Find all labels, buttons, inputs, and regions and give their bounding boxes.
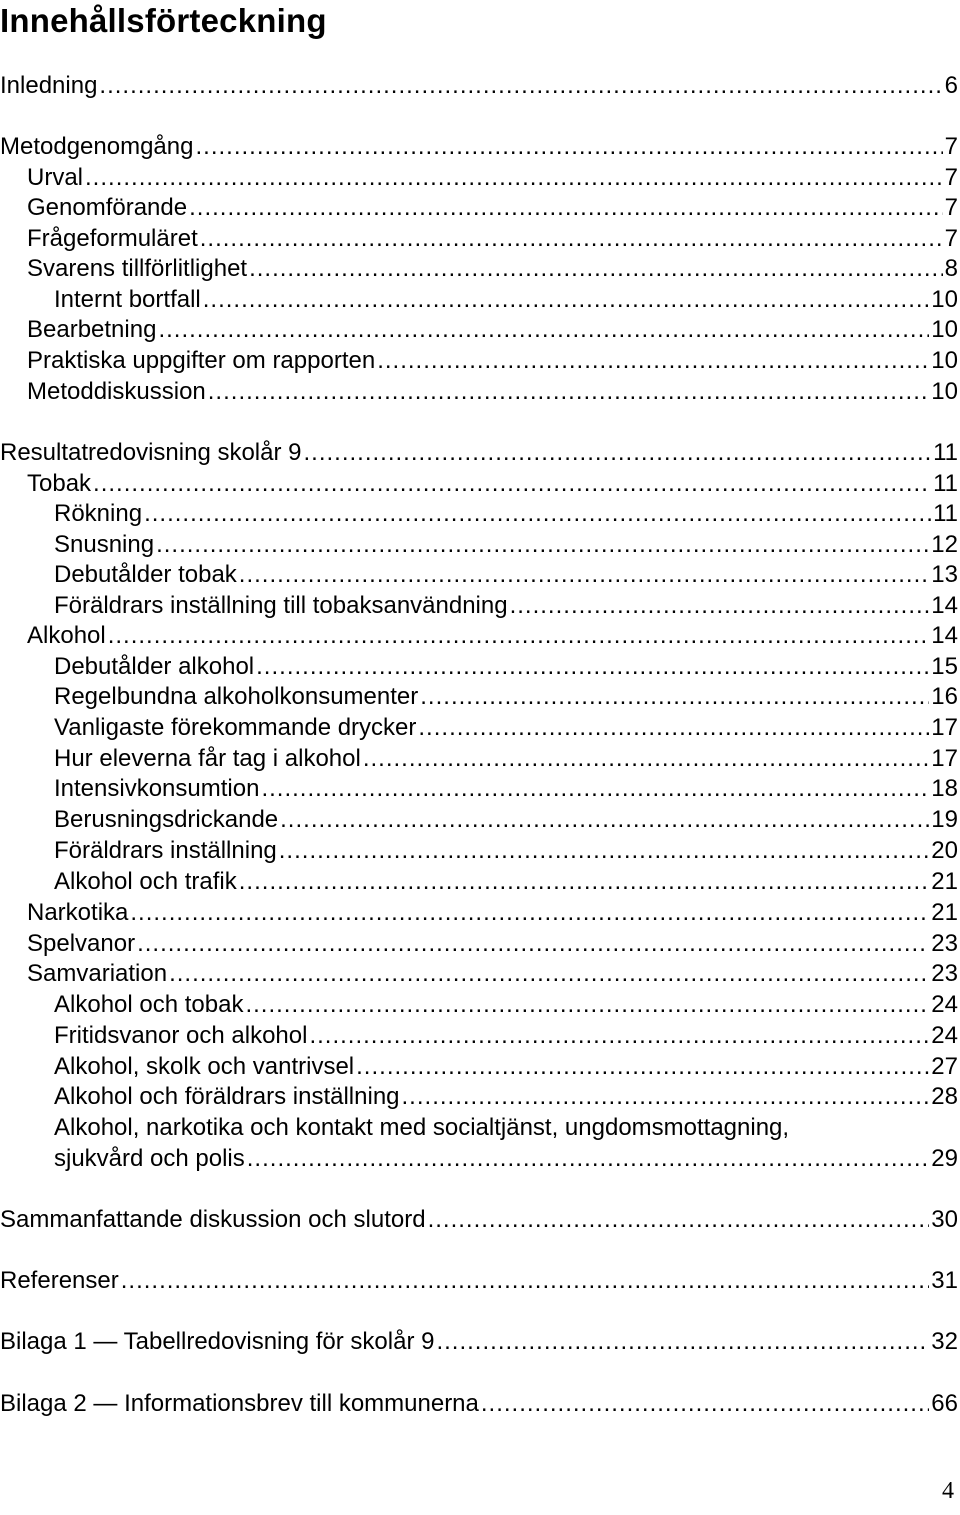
toc-entry-page: 6 (944, 72, 958, 99)
toc-entry-page: 17 (931, 714, 958, 741)
dot-leader (200, 223, 943, 254)
toc-entry-label: Bilaga 2 — Informationsbrev till kommunerna (0, 1390, 479, 1417)
toc-entry-page: 32 (931, 1328, 958, 1355)
toc-entry-label: Spelvanor (27, 930, 136, 957)
toc-entry-label: Berusningsdrickande (54, 806, 279, 833)
toc-entry-page: 10 (931, 316, 958, 343)
toc-entry-page: 30 (931, 1206, 958, 1233)
toc-entry[interactable] (0, 468, 958, 499)
toc-entry-label: Fritidsvanor och alkohol (54, 1022, 308, 1049)
dot-leader (85, 162, 943, 193)
toc-entry-page: 11 (933, 439, 958, 466)
toc-entry[interactable] (0, 712, 958, 743)
dot-leader (261, 773, 929, 804)
toc-entry-label: sjukvård och polis (54, 1145, 245, 1172)
toc-entry-label: Tobak (27, 470, 92, 497)
dot-leader (256, 651, 929, 682)
page-title: Innehållsförteckning (0, 2, 327, 39)
toc-entry-page: 24 (931, 991, 958, 1018)
toc-entry-page: 21 (931, 899, 958, 926)
toc-entry-label: Frågeformuläret (27, 225, 198, 252)
toc-entry-label: Alkohol (27, 622, 106, 649)
dot-leader (436, 1326, 929, 1357)
dot-leader (363, 743, 929, 774)
toc-entry-label: Debutålder alkohol (54, 653, 255, 680)
toc-entry-label: Debutålder tobak (54, 561, 237, 588)
toc-entry-page: 12 (931, 531, 958, 558)
dot-leader (481, 1388, 929, 1419)
dot-leader (144, 498, 931, 529)
toc-entry-label: Metodgenomgång (0, 133, 194, 160)
toc-entry-label: Narkotika (27, 899, 129, 926)
toc-entry-page: 19 (931, 806, 958, 833)
dot-leader (158, 314, 929, 345)
toc-entry[interactable] (0, 131, 958, 162)
dot-leader (280, 804, 929, 835)
toc-entry-label: Rökning (54, 500, 143, 527)
toc-entry-page: 23 (931, 960, 958, 987)
toc-entry[interactable] (0, 743, 958, 774)
toc-entry-page: 28 (931, 1083, 958, 1110)
toc-entry-label: Metoddiskussion (27, 378, 206, 405)
toc-entry-label: Alkohol och tobak (54, 991, 244, 1018)
toc-entry[interactable] (0, 437, 958, 468)
toc-entry[interactable] (0, 897, 958, 928)
toc-entry-label: Intensivkonsumtion (54, 775, 260, 802)
toc-entry-label: Alkohol, skolk och vantrivsel (54, 1053, 355, 1080)
toc-entry[interactable] (0, 1112, 958, 1174)
dot-leader (93, 468, 931, 499)
toc-entry[interactable] (0, 804, 958, 835)
toc-entry-label: Alkohol och föräldrars inställning (54, 1083, 400, 1110)
toc-entry[interactable] (0, 1051, 958, 1082)
toc-entry[interactable] (0, 1326, 958, 1357)
toc-entry[interactable] (0, 958, 958, 989)
toc-entry-page: 7 (944, 164, 958, 191)
toc-entry-label: Föräldrars inställning (54, 837, 277, 864)
toc-entry[interactable] (0, 620, 958, 651)
dot-leader (99, 70, 942, 101)
toc-entry-label: Sammanfattande diskussion och slutord (0, 1206, 426, 1233)
toc-entry[interactable] (0, 253, 958, 284)
toc-entry[interactable] (0, 681, 958, 712)
dot-leader (428, 1204, 930, 1235)
toc-entry-label: Svarens tillförlitlighet (27, 255, 248, 282)
dot-leader (309, 1020, 929, 1051)
dot-leader (304, 437, 932, 468)
dot-leader (239, 866, 930, 897)
dot-leader (418, 712, 929, 743)
toc-entry-label: Samvariation (27, 960, 168, 987)
toc-entry-page: 14 (931, 622, 958, 649)
toc-entry[interactable] (0, 1204, 958, 1235)
toc-entry-page: 7 (944, 194, 958, 221)
toc-entry-label: Praktiska uppgifter om rapporten (27, 347, 376, 374)
toc-entry-page: 10 (931, 378, 958, 405)
dot-leader (108, 620, 930, 651)
toc-entry[interactable] (0, 559, 958, 590)
toc-entry[interactable] (0, 928, 958, 959)
dot-leader (239, 559, 930, 590)
dot-leader (189, 192, 943, 223)
toc-entry-page: 21 (931, 868, 958, 895)
toc-entry-label: Inledning (0, 72, 98, 99)
dot-leader (156, 529, 929, 560)
toc-entry-page: 8 (944, 255, 958, 282)
dot-leader (247, 1143, 930, 1174)
toc-entry-page: 15 (931, 653, 958, 680)
toc-entry-page: 23 (931, 930, 958, 957)
dot-leader (137, 928, 929, 959)
toc-entry[interactable] (0, 1020, 958, 1051)
toc-entry[interactable] (0, 989, 958, 1020)
toc-entry-label: Föräldrars inställning till tobaksanvändning (54, 592, 508, 619)
toc-entry[interactable] (0, 284, 958, 315)
toc-entry[interactable] (0, 651, 958, 682)
toc-entry-page: 24 (931, 1022, 958, 1049)
dot-leader (245, 989, 929, 1020)
toc-entry[interactable] (0, 314, 958, 345)
dot-leader (356, 1051, 929, 1082)
dot-leader (203, 284, 930, 315)
toc-entry-label: Vanligaste förekommande drycker (54, 714, 417, 741)
toc-entry[interactable] (0, 1388, 958, 1419)
toc-entry-page: 7 (944, 225, 958, 252)
toc-entry[interactable] (0, 866, 958, 897)
toc-entry-label: Alkohol, narkotika och kontakt med socialtjänst, ungdomsmottagning, (54, 1114, 790, 1141)
dot-leader (195, 131, 942, 162)
toc-entry-label: Snusning (54, 531, 155, 558)
toc-entry[interactable] (0, 529, 958, 560)
dot-leader (510, 590, 930, 621)
toc-entry[interactable] (0, 345, 958, 376)
dot-leader (249, 253, 943, 284)
toc-entry-label: Bearbetning (27, 316, 157, 343)
toc-entry-page: 10 (931, 347, 958, 374)
toc-entry[interactable] (0, 773, 958, 804)
dot-leader (377, 345, 929, 376)
dot-leader (208, 376, 930, 407)
toc-entry-label: Genomförande (27, 194, 188, 221)
dot-leader (420, 681, 929, 712)
toc-entry-label: Regelbundna alkoholkonsumenter (54, 683, 419, 710)
toc-entry-page: 7 (944, 133, 958, 160)
toc-entry-page: 27 (931, 1053, 958, 1080)
toc-entry[interactable] (0, 1081, 958, 1112)
toc-entry-page: 11 (933, 470, 958, 497)
dot-leader (169, 958, 929, 989)
toc-entry-label: Internt bortfall (54, 286, 201, 313)
toc-entry[interactable] (0, 223, 958, 254)
toc-entry-label: Alkohol och trafik (54, 868, 237, 895)
toc-entry[interactable] (0, 376, 958, 407)
toc-entry-page: 11 (933, 500, 958, 527)
toc-entry[interactable] (0, 835, 958, 866)
dot-leader (279, 835, 930, 866)
toc-entry-page: 31 (931, 1267, 958, 1294)
page-number: 4 (942, 1478, 954, 1504)
dot-leader (121, 1265, 930, 1296)
toc-entry-page: 18 (931, 775, 958, 802)
toc-entry-label: Referenser (0, 1267, 119, 1294)
toc-entry-page: 20 (931, 837, 958, 864)
toc-entry[interactable] (0, 70, 958, 101)
toc-entry[interactable] (0, 590, 958, 621)
toc-entry[interactable] (0, 498, 958, 529)
toc-entry-page: 10 (931, 286, 958, 313)
dot-leader (130, 897, 929, 928)
toc-entry-page: 14 (931, 592, 958, 619)
toc-entry[interactable] (0, 1265, 958, 1296)
toc-entry-page: 66 (931, 1390, 958, 1417)
toc-entry-page: 17 (931, 745, 958, 772)
toc-entry-page: 16 (931, 683, 958, 710)
toc-entry[interactable] (0, 192, 958, 223)
toc-entry-page: 13 (931, 561, 958, 588)
toc-entry[interactable] (0, 162, 958, 193)
toc-entry-label: Resultatredovisning skolår 9 (0, 439, 302, 466)
toc-entry-label: Bilaga 1 — Tabellredovisning för skolår 9 (0, 1328, 435, 1355)
toc-entry-page: 29 (931, 1145, 958, 1172)
dot-leader (402, 1081, 930, 1112)
toc-entry-label: Urval (27, 164, 84, 191)
toc-entry-label: Hur eleverna får tag i alkohol (54, 745, 361, 772)
